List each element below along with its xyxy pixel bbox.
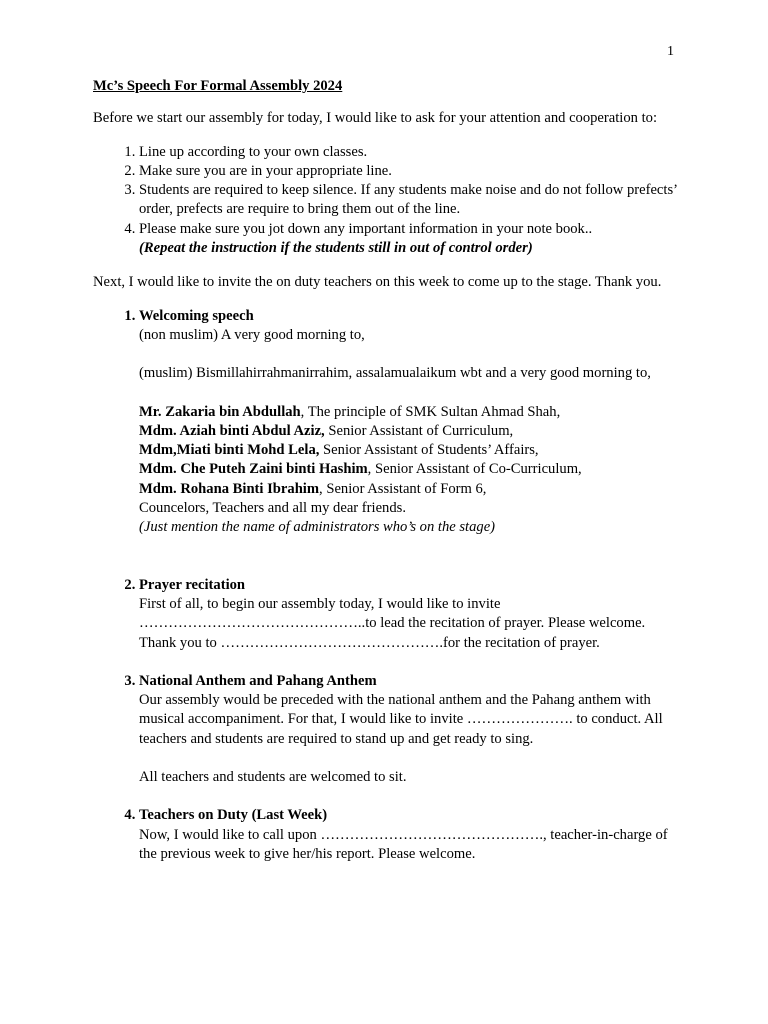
admin-name: Mdm. Rohana Binti Ibrahim (139, 480, 320, 497)
admin-role: , Senior Assistant of Form 6, (319, 480, 487, 497)
anthem-body: Our assembly would be preceded with the national anthem and the Pahang anthem with musical accompaniment. For that, I would like to invite …………………. to conduct. All teachers and students are required to stand up and get ready to sing. (139, 692, 663, 747)
instruction-list (93, 143, 679, 259)
section-anthem (139, 672, 679, 787)
admin-name: Mdm. Aziah binti Abdul Aziz, (139, 422, 325, 439)
non-muslim-greeting: (non muslim) A very good morning to, (139, 326, 365, 343)
section-title: 3. National Anthem and Pahang Anthem (139, 672, 377, 689)
instruction-note: (Repeat the instruction if the students still in out of control order) (139, 240, 533, 257)
admin-name: Mr. Zakaria bin Abdullah (139, 403, 301, 420)
muslim-greeting: (muslim) Bismillahirrahmanirrahim, assalamualaikum wbt and a very good morning to, (139, 365, 651, 382)
admin-role: Senior Assistant of Curriculum, (324, 422, 514, 439)
admin-name: Mdm. Che Puteh Zaini binti Hashim (139, 461, 368, 478)
section-welcome (139, 307, 679, 576)
admin-role: Senior Assistant of Students’ Affairs, (319, 442, 539, 459)
closing-greeting: Councelors, Teachers and all my dear friends. (139, 500, 406, 517)
admin-line (139, 422, 679, 441)
section-title: 2. Prayer recitation (139, 576, 246, 593)
section-prayer (139, 576, 679, 653)
section-title: 1. Welcoming speech (139, 307, 254, 324)
list-item: 3. Students are required to keep silence. If any students make noise and do not follow prefects’ order, prefects are require to bring them out of the line. (139, 181, 679, 220)
prayer-thanks: Thank you to ……………………………………….for the recitation of prayer. (139, 634, 600, 651)
anthem-sit: All teachers and students are welcomed to sit. (139, 769, 407, 786)
document-body (93, 77, 679, 864)
admin-line (139, 480, 679, 499)
admin-role: , The principle of SMK Sultan Ahmad Shah, (300, 403, 561, 420)
page-number: 1 (667, 44, 674, 59)
admin-name: Mdm,Miati binti Mohd Lela, (139, 442, 320, 459)
duty-body: Now, I would like to call upon ………………………………………., teacher-in-charge of the previous week to give her/his report. Please welcome. (139, 826, 668, 862)
program-sections (93, 307, 679, 865)
welcome-note: (Just mention the name of administrators who’s on the stage) (139, 519, 496, 536)
section-title: 4. Teachers on Duty (Last Week) (139, 807, 328, 824)
admin-line (139, 460, 679, 479)
admin-role: , Senior Assistant of Co-Curriculum, (367, 461, 582, 478)
admin-line (139, 403, 679, 422)
document-title: Mc’s Speech For Formal Assembly 2024 (93, 78, 343, 94)
prayer-invite: First of all, to begin our assembly today, I would like to invite ………………………………………..to lead the recitation of prayer. Please welcome. (139, 595, 646, 632)
list-item: 1. Line up according to your own classes. (139, 143, 679, 162)
admin-line (139, 441, 679, 460)
list-item: 2. Make sure you are in your appropriate line. (139, 162, 679, 181)
section-duty (139, 806, 679, 864)
list-item: 4. Please make sure you jot down any important information in your note book.. (Repeat the instruction if the students still in out of control order) (139, 220, 679, 259)
intro-paragraph: Before we start our assembly for today, I would like to ask for your attention and cooperation to: (93, 110, 658, 127)
invite-duty-teachers-paragraph: Next, I would like to invite the on duty teachers on this week to come up to the stage. Thank you. (93, 274, 662, 291)
